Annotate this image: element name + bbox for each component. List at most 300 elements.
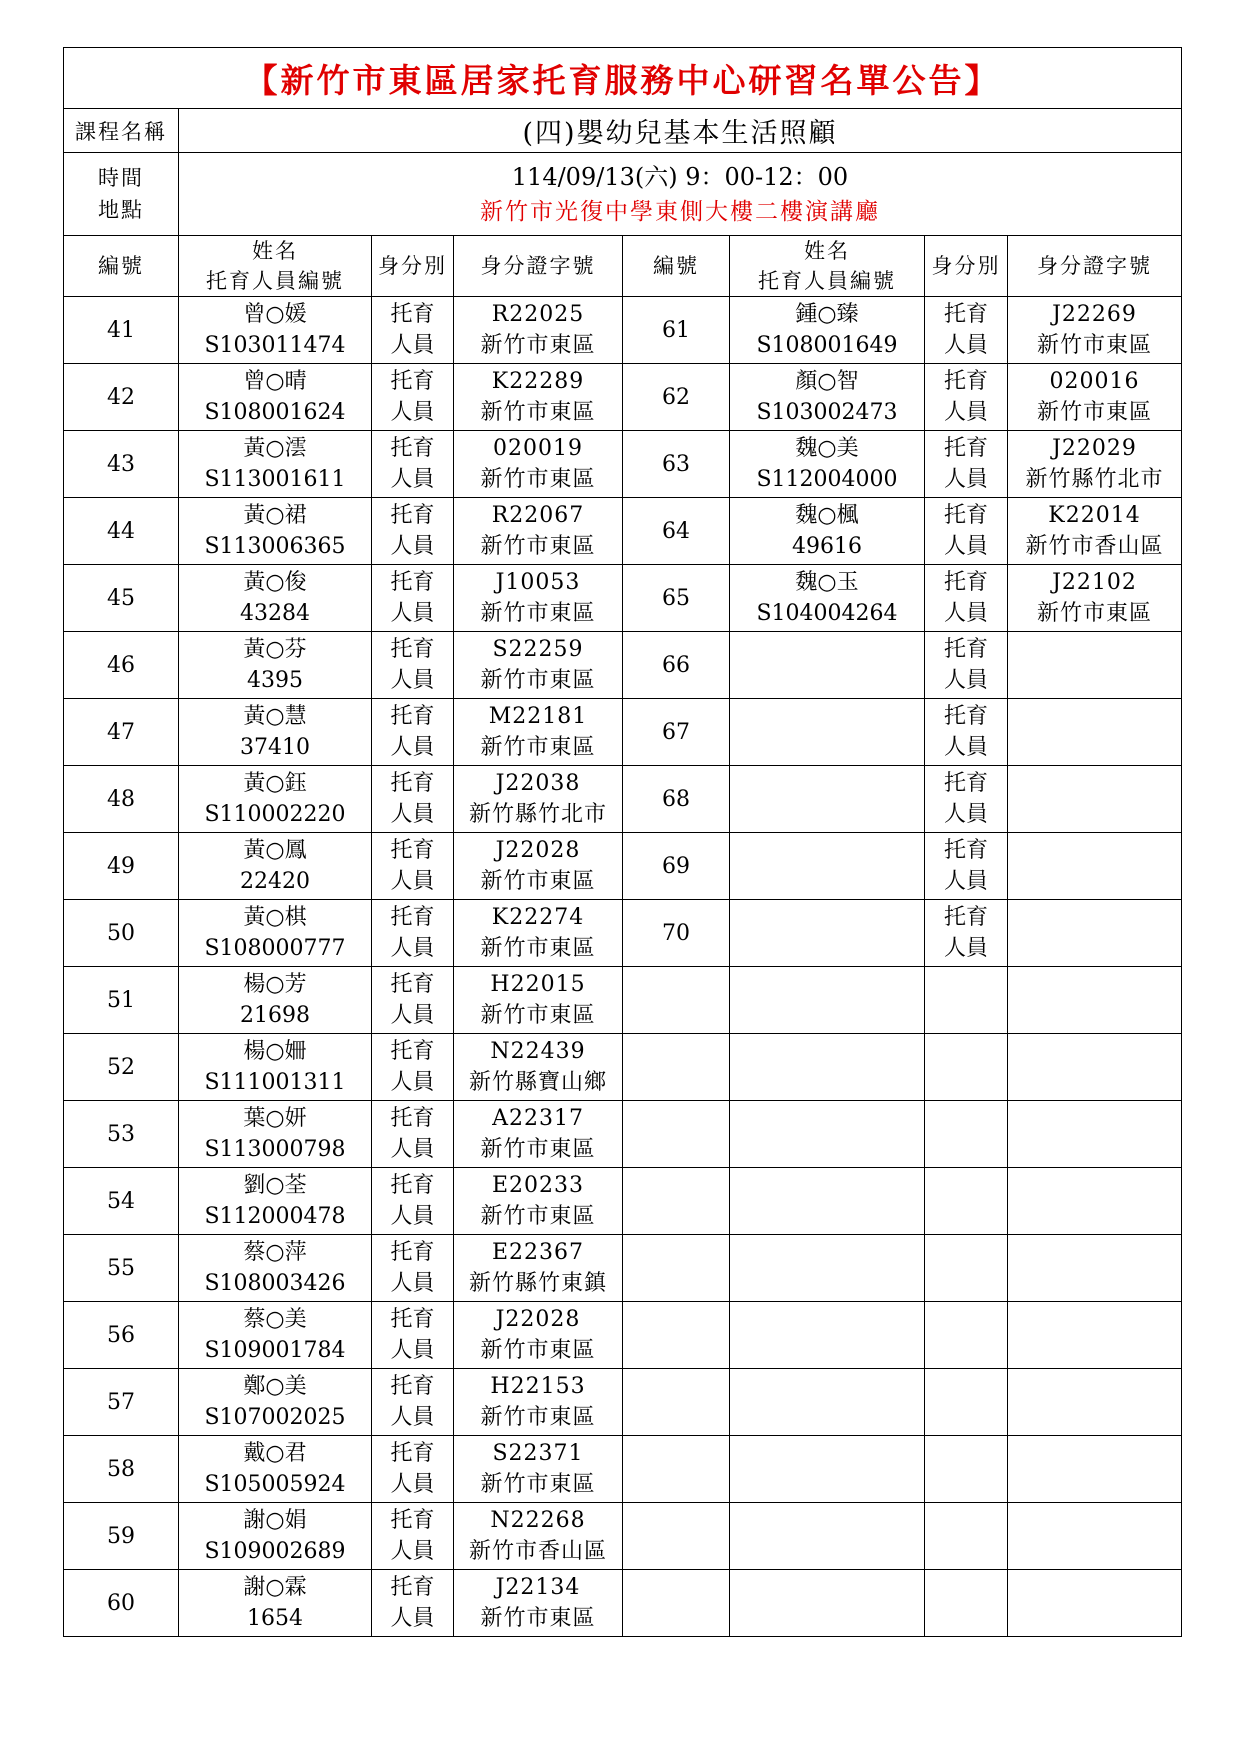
- entry-identity-cell: [372, 699, 454, 766]
- entry-identity-bottom: 人員: [943, 400, 988, 425]
- entry-identity-top: 托育: [943, 302, 988, 327]
- header-name: 姓名: [252, 239, 298, 263]
- entry-identity-cell: [372, 297, 454, 364]
- entry-name: 劉○荃: [243, 1173, 307, 1198]
- table-row: [64, 1436, 1182, 1503]
- entry-area: 新竹市東區: [480, 400, 596, 425]
- table-row: [64, 565, 1182, 632]
- header-cert-left: 身分證字號: [454, 236, 623, 297]
- entry-name-cell: [730, 431, 925, 498]
- entry-cert-no: J22269: [1052, 302, 1137, 327]
- entry-number: 55: [64, 1235, 179, 1302]
- entry-name-cell: [179, 1168, 372, 1235]
- entry-cert-cell: [1008, 900, 1182, 967]
- entry-area: 新竹市東區: [480, 1606, 596, 1631]
- table-row: [64, 1168, 1182, 1235]
- table-row: [64, 833, 1182, 900]
- entry-cert-no: 020019: [493, 436, 583, 461]
- entry-cert-no: N22439: [490, 1039, 586, 1064]
- entry-staff-no: S107002025: [204, 1405, 346, 1430]
- entry-cert-no: A22317: [492, 1106, 584, 1131]
- entry-cert-cell: [454, 297, 623, 364]
- entry-name: 曾○媛: [243, 302, 307, 327]
- entry-cert-no: K22289: [491, 369, 585, 394]
- entry-staff-no: S105005924: [204, 1472, 346, 1497]
- entry-area: 新竹市東區: [480, 1137, 596, 1162]
- entry-name-cell: [730, 1369, 925, 1436]
- entry-name: 謝○霖: [243, 1575, 307, 1600]
- entry-cert-no: H22153: [490, 1374, 586, 1399]
- entry-cert-cell: [1008, 1302, 1182, 1369]
- entry-number: 42: [64, 364, 179, 431]
- entry-name: 蔡○萍: [243, 1240, 307, 1265]
- entry-number: [623, 1436, 730, 1503]
- entry-cert-cell: [454, 1369, 623, 1436]
- entry-name: 黃○棋: [243, 905, 307, 930]
- header-cert-right: 身分證字號: [1008, 236, 1182, 297]
- entry-name: 戴○君: [243, 1441, 307, 1466]
- entry-name-cell: [730, 1570, 925, 1637]
- entry-name-cell: [179, 766, 372, 833]
- entry-identity-bottom: 人員: [390, 1606, 435, 1631]
- entry-name-cell: [179, 967, 372, 1034]
- entry-identity-cell: [925, 766, 1008, 833]
- entry-number: 41: [64, 297, 179, 364]
- entry-cert-cell: [1008, 565, 1182, 632]
- entry-name: 鄭○美: [243, 1374, 307, 1399]
- entry-number: [623, 1235, 730, 1302]
- entry-area: 新竹市東區: [1036, 601, 1152, 626]
- entry-name-cell: [730, 699, 925, 766]
- entry-identity-top: 托育: [943, 369, 988, 394]
- table-row: [64, 1369, 1182, 1436]
- entry-area: 新竹市東區: [480, 1472, 596, 1497]
- entry-name-cell: [730, 1302, 925, 1369]
- entry-name: 葉○妍: [243, 1106, 307, 1131]
- entry-identity-cell: [372, 431, 454, 498]
- time-place-value: [179, 153, 1182, 236]
- table-row: [64, 699, 1182, 766]
- entry-name: 魏○玉: [795, 570, 859, 595]
- header-identity-left: 身分別: [372, 236, 454, 297]
- entry-cert-cell: [454, 1436, 623, 1503]
- entry-cert-cell: [1008, 632, 1182, 699]
- entry-area: 新竹市東區: [480, 467, 596, 492]
- course-datetime: 114/09/13(六) 9：00-12：00: [511, 163, 849, 191]
- entry-number: 45: [64, 565, 179, 632]
- entry-cert-cell: [1008, 1503, 1182, 1570]
- entry-number: 62: [623, 364, 730, 431]
- entry-identity-bottom: 人員: [390, 467, 435, 492]
- entry-name-cell: [730, 1503, 925, 1570]
- entry-identity-bottom: 人員: [943, 869, 988, 894]
- entry-name: 鍾○臻: [795, 302, 859, 327]
- entry-name-cell: [179, 498, 372, 565]
- entry-identity-top: 托育: [943, 704, 988, 729]
- entry-staff-no: 1654: [247, 1606, 303, 1631]
- header-name-right: [730, 236, 925, 297]
- table-row: [64, 297, 1182, 364]
- entry-number: 43: [64, 431, 179, 498]
- entry-identity-bottom: 人員: [390, 400, 435, 425]
- entry-identity-bottom: 人員: [390, 668, 435, 693]
- entry-cert-cell: [454, 833, 623, 900]
- entry-identity-bottom: 人員: [390, 333, 435, 358]
- entry-number: 53: [64, 1101, 179, 1168]
- entry-cert-no: H22015: [490, 972, 586, 997]
- entry-name: 魏○楓: [795, 503, 859, 528]
- header-name: 姓名: [804, 239, 850, 263]
- entry-staff-no: S113000798: [204, 1137, 346, 1162]
- entry-area: 新竹市東區: [480, 869, 596, 894]
- entry-staff-no: S111001311: [204, 1070, 346, 1095]
- entry-area: 新竹市東區: [480, 601, 596, 626]
- entry-name-cell: [179, 364, 372, 431]
- entry-cert-cell: [454, 1168, 623, 1235]
- entry-staff-no: 22420: [240, 869, 310, 894]
- entry-identity-bottom: 人員: [390, 1271, 435, 1296]
- entry-cert-no: K22014: [1048, 503, 1141, 528]
- entry-cert-cell: [454, 498, 623, 565]
- entry-number: 50: [64, 900, 179, 967]
- entry-staff-no: 21698: [240, 1003, 310, 1028]
- entry-cert-no: J22028: [495, 1307, 581, 1332]
- entry-identity-cell: [925, 1436, 1008, 1503]
- entry-name: 楊○芳: [243, 972, 307, 997]
- entry-cert-cell: [454, 1503, 623, 1570]
- entry-cert-cell: [1008, 833, 1182, 900]
- course-name: (四)嬰幼兒基本生活照顧: [179, 109, 1182, 153]
- entry-name-cell: [730, 565, 925, 632]
- entry-identity-cell: [925, 699, 1008, 766]
- entry-identity-cell: [925, 431, 1008, 498]
- entry-identity-bottom: 人員: [390, 1003, 435, 1028]
- header-identity-right: 身分別: [925, 236, 1008, 297]
- entry-number: [623, 1101, 730, 1168]
- entry-number: 67: [623, 699, 730, 766]
- entry-cert-cell: [1008, 297, 1182, 364]
- entry-cert-cell: [454, 1235, 623, 1302]
- header-no-right: 編號: [623, 236, 730, 297]
- entry-identity-bottom: 人員: [390, 1070, 435, 1095]
- entry-number: [623, 967, 730, 1034]
- entry-identity-top: 托育: [943, 570, 988, 595]
- table-row: [64, 1503, 1182, 1570]
- entry-identity-cell: [372, 364, 454, 431]
- entry-identity-top: 托育: [943, 838, 988, 863]
- entry-number: 59: [64, 1503, 179, 1570]
- entry-cert-no: J22102: [1052, 570, 1137, 595]
- entry-number: 46: [64, 632, 179, 699]
- entry-cert-cell: [1008, 1369, 1182, 1436]
- entry-identity-bottom: 人員: [943, 601, 988, 626]
- entry-identity-top: 托育: [943, 771, 988, 796]
- entry-number: 52: [64, 1034, 179, 1101]
- entry-area: 新竹市東區: [480, 1338, 596, 1363]
- entry-cert-cell: [1008, 431, 1182, 498]
- entry-identity-bottom: 人員: [390, 1137, 435, 1162]
- entry-staff-no: S108003426: [204, 1271, 346, 1296]
- table-row: [64, 1302, 1182, 1369]
- entry-identity-cell: [925, 1570, 1008, 1637]
- entry-staff-no: S113001611: [204, 467, 346, 492]
- entry-cert-cell: [454, 632, 623, 699]
- entry-number: 60: [64, 1570, 179, 1637]
- entry-identity-top: 托育: [390, 1575, 435, 1600]
- entry-identity-bottom: 人員: [943, 467, 988, 492]
- entry-name-cell: [730, 1235, 925, 1302]
- entry-number: [623, 1034, 730, 1101]
- entry-cert-cell: [454, 900, 623, 967]
- entry-identity-bottom: 人員: [390, 1539, 435, 1564]
- entry-cert-cell: [1008, 1436, 1182, 1503]
- entry-staff-no: S110002220: [204, 802, 346, 827]
- entry-number: 65: [623, 565, 730, 632]
- entry-area: 新竹市東區: [1036, 333, 1152, 358]
- entry-identity-top: 托育: [390, 1307, 435, 1332]
- table-row: [64, 967, 1182, 1034]
- entry-cert-cell: [1008, 1168, 1182, 1235]
- entry-identity-cell: [372, 1436, 454, 1503]
- time-place-label: [64, 153, 179, 236]
- entry-identity-cell: [372, 1570, 454, 1637]
- entry-identity-bottom: 人員: [943, 802, 988, 827]
- entry-identity-cell: [372, 1235, 454, 1302]
- table-row: [64, 498, 1182, 565]
- entry-number: 48: [64, 766, 179, 833]
- entry-area: 新竹市東區: [480, 333, 596, 358]
- entry-cert-no: J10053: [495, 570, 581, 595]
- time-label: 時間: [98, 166, 144, 190]
- entry-identity-bottom: 人員: [390, 1204, 435, 1229]
- entry-number: 44: [64, 498, 179, 565]
- table-row: [64, 1034, 1182, 1101]
- entry-staff-no: S109002689: [204, 1539, 346, 1564]
- entry-name-cell: [179, 1235, 372, 1302]
- entry-cert-cell: [1008, 1034, 1182, 1101]
- entry-identity-bottom: 人員: [943, 735, 988, 760]
- entry-identity-top: 托育: [390, 704, 435, 729]
- entry-number: 66: [623, 632, 730, 699]
- entry-cert-cell: [1008, 1101, 1182, 1168]
- entry-area: 新竹市香山區: [468, 1539, 607, 1564]
- entry-staff-no: S108000777: [204, 936, 346, 961]
- entry-area: 新竹市東區: [480, 1204, 596, 1229]
- entry-identity-cell: [372, 1369, 454, 1436]
- header-staff-no: 托育人員編號: [206, 269, 344, 293]
- entry-identity-bottom: 人員: [390, 936, 435, 961]
- roster-table: [63, 47, 1182, 1637]
- entry-identity-bottom: 人員: [943, 936, 988, 961]
- entry-identity-top: 托育: [943, 436, 988, 461]
- entry-cert-no: S22371: [492, 1441, 584, 1466]
- entry-identity-top: 托育: [390, 570, 435, 595]
- entry-identity-top: 托育: [390, 972, 435, 997]
- entry-area: 新竹市東區: [480, 668, 596, 693]
- entry-number: 64: [623, 498, 730, 565]
- entry-name: 黃○鈺: [243, 771, 307, 796]
- header-no-left: 編號: [64, 236, 179, 297]
- entry-name-cell: [179, 1570, 372, 1637]
- column-header-row: [64, 236, 1182, 297]
- entry-identity-top: 托育: [390, 1441, 435, 1466]
- entry-name-cell: [730, 1168, 925, 1235]
- entry-name-cell: [730, 364, 925, 431]
- entry-name-cell: [730, 967, 925, 1034]
- entry-cert-cell: [1008, 1235, 1182, 1302]
- entry-name-cell: [179, 297, 372, 364]
- entry-identity-top: 托育: [390, 637, 435, 662]
- entry-area: 新竹市東區: [480, 936, 596, 961]
- entry-name-cell: [179, 1101, 372, 1168]
- entry-identity-top: 托育: [390, 503, 435, 528]
- entry-identity-bottom: 人員: [390, 1338, 435, 1363]
- entry-staff-no: 4395: [247, 668, 303, 693]
- entry-cert-no: M22181: [488, 704, 588, 729]
- entry-name-cell: [730, 1101, 925, 1168]
- entry-number: 57: [64, 1369, 179, 1436]
- entry-identity-top: 托育: [390, 1508, 435, 1533]
- entry-cert-cell: [454, 1570, 623, 1637]
- course-label: 課程名稱: [64, 109, 179, 153]
- entry-identity-bottom: 人員: [390, 534, 435, 559]
- entry-identity-top: 托育: [943, 637, 988, 662]
- entry-cert-cell: [1008, 1570, 1182, 1637]
- entry-name: 黃○慧: [243, 704, 307, 729]
- entry-area: 新竹市東區: [480, 1003, 596, 1028]
- entry-identity-cell: [925, 1369, 1008, 1436]
- table-row: [64, 431, 1182, 498]
- entry-cert-cell: [454, 1101, 623, 1168]
- entry-cert-no: R22025: [491, 302, 585, 327]
- entry-identity-cell: [372, 1302, 454, 1369]
- entry-number: 61: [623, 297, 730, 364]
- entry-number: 70: [623, 900, 730, 967]
- entry-identity-cell: [925, 364, 1008, 431]
- entry-name: 楊○姍: [243, 1039, 307, 1064]
- header-name-left: [179, 236, 372, 297]
- entry-name-cell: [730, 1436, 925, 1503]
- entry-cert-no: 020016: [1049, 369, 1140, 394]
- entry-name-cell: [730, 632, 925, 699]
- entry-identity-top: 托育: [390, 302, 435, 327]
- entry-name-cell: [179, 833, 372, 900]
- entry-number: [623, 1369, 730, 1436]
- entry-cert-no: J22028: [495, 838, 581, 863]
- entry-staff-no: S104004264: [756, 601, 898, 626]
- entry-name-cell: [179, 565, 372, 632]
- entry-identity-cell: [925, 900, 1008, 967]
- entry-name: 謝○娟: [243, 1508, 307, 1533]
- entry-name: 顏○智: [795, 369, 859, 394]
- entry-identity-cell: [925, 833, 1008, 900]
- entry-name-cell: [179, 1302, 372, 1369]
- entry-number: 54: [64, 1168, 179, 1235]
- entry-identity-cell: [372, 1101, 454, 1168]
- entry-cert-cell: [1008, 498, 1182, 565]
- entry-name: 蔡○美: [243, 1307, 307, 1332]
- entry-name: 黃○澐: [243, 436, 307, 461]
- entry-number: 51: [64, 967, 179, 1034]
- entry-area: 新竹縣竹北市: [1025, 467, 1164, 492]
- table-row: [64, 1570, 1182, 1637]
- entry-cert-no: J22038: [495, 771, 581, 796]
- entry-area: 新竹市東區: [480, 534, 596, 559]
- entry-name-cell: [730, 900, 925, 967]
- entry-identity-cell: [925, 632, 1008, 699]
- entry-identity-top: 托育: [943, 503, 988, 528]
- entry-cert-cell: [454, 565, 623, 632]
- entry-identity-cell: [925, 1235, 1008, 1302]
- entry-identity-bottom: 人員: [943, 534, 988, 559]
- entry-staff-no: S103002473: [756, 400, 898, 425]
- entry-staff-no: S108001649: [756, 333, 898, 358]
- entry-cert-cell: [454, 431, 623, 498]
- entry-identity-cell: [925, 967, 1008, 1034]
- entry-identity-cell: [372, 1034, 454, 1101]
- entry-identity-bottom: 人員: [390, 1472, 435, 1497]
- entry-identity-bottom: 人員: [390, 735, 435, 760]
- entry-identity-cell: [372, 833, 454, 900]
- entry-cert-no: J22134: [495, 1575, 581, 1600]
- entry-cert-no: K22274: [491, 905, 585, 930]
- entry-identity-bottom: 人員: [943, 668, 988, 693]
- entry-cert-no: S22259: [492, 637, 584, 662]
- entry-identity-cell: [372, 498, 454, 565]
- entry-identity-top: 托育: [390, 369, 435, 394]
- entry-identity-cell: [372, 1168, 454, 1235]
- header-staff-no: 托育人員編號: [758, 269, 896, 293]
- entry-area: 新竹縣竹北市: [468, 802, 607, 827]
- entry-identity-cell: [925, 498, 1008, 565]
- entry-identity-cell: [925, 1302, 1008, 1369]
- entry-number: 69: [623, 833, 730, 900]
- entry-number: 63: [623, 431, 730, 498]
- entry-number: [623, 1503, 730, 1570]
- entry-staff-no: S113006365: [204, 534, 346, 559]
- entry-number: 58: [64, 1436, 179, 1503]
- entry-staff-no: S103011474: [204, 333, 346, 358]
- entry-name-cell: [179, 632, 372, 699]
- entry-identity-top: 托育: [390, 838, 435, 863]
- entry-name: 黃○芬: [243, 637, 307, 662]
- entry-identity-cell: [372, 1503, 454, 1570]
- entry-identity-cell: [372, 766, 454, 833]
- entry-area: 新竹市東區: [480, 1405, 596, 1430]
- entry-identity-bottom: 人員: [390, 802, 435, 827]
- entry-identity-cell: [372, 967, 454, 1034]
- page-title: 【新竹市東區居家托育服務中心研習名單公告】: [64, 48, 1182, 109]
- entry-name-cell: [179, 900, 372, 967]
- entry-staff-no: 43284: [240, 601, 310, 626]
- entry-name-cell: [730, 766, 925, 833]
- entry-identity-bottom: 人員: [390, 869, 435, 894]
- entry-cert-cell: [1008, 699, 1182, 766]
- entry-name-cell: [179, 1436, 372, 1503]
- entry-number: [623, 1570, 730, 1637]
- entry-identity-cell: [925, 1101, 1008, 1168]
- entry-number: [623, 1302, 730, 1369]
- course-place: 新竹市光復中學東側大樓二樓演講廳: [480, 199, 880, 225]
- entry-number: 47: [64, 699, 179, 766]
- entry-cert-cell: [454, 1034, 623, 1101]
- table-row: [64, 1101, 1182, 1168]
- entry-name-cell: [179, 1503, 372, 1570]
- entry-cert-cell: [454, 699, 623, 766]
- entry-identity-top: 托育: [390, 436, 435, 461]
- entry-cert-no: J22029: [1052, 436, 1137, 461]
- table-row: [64, 766, 1182, 833]
